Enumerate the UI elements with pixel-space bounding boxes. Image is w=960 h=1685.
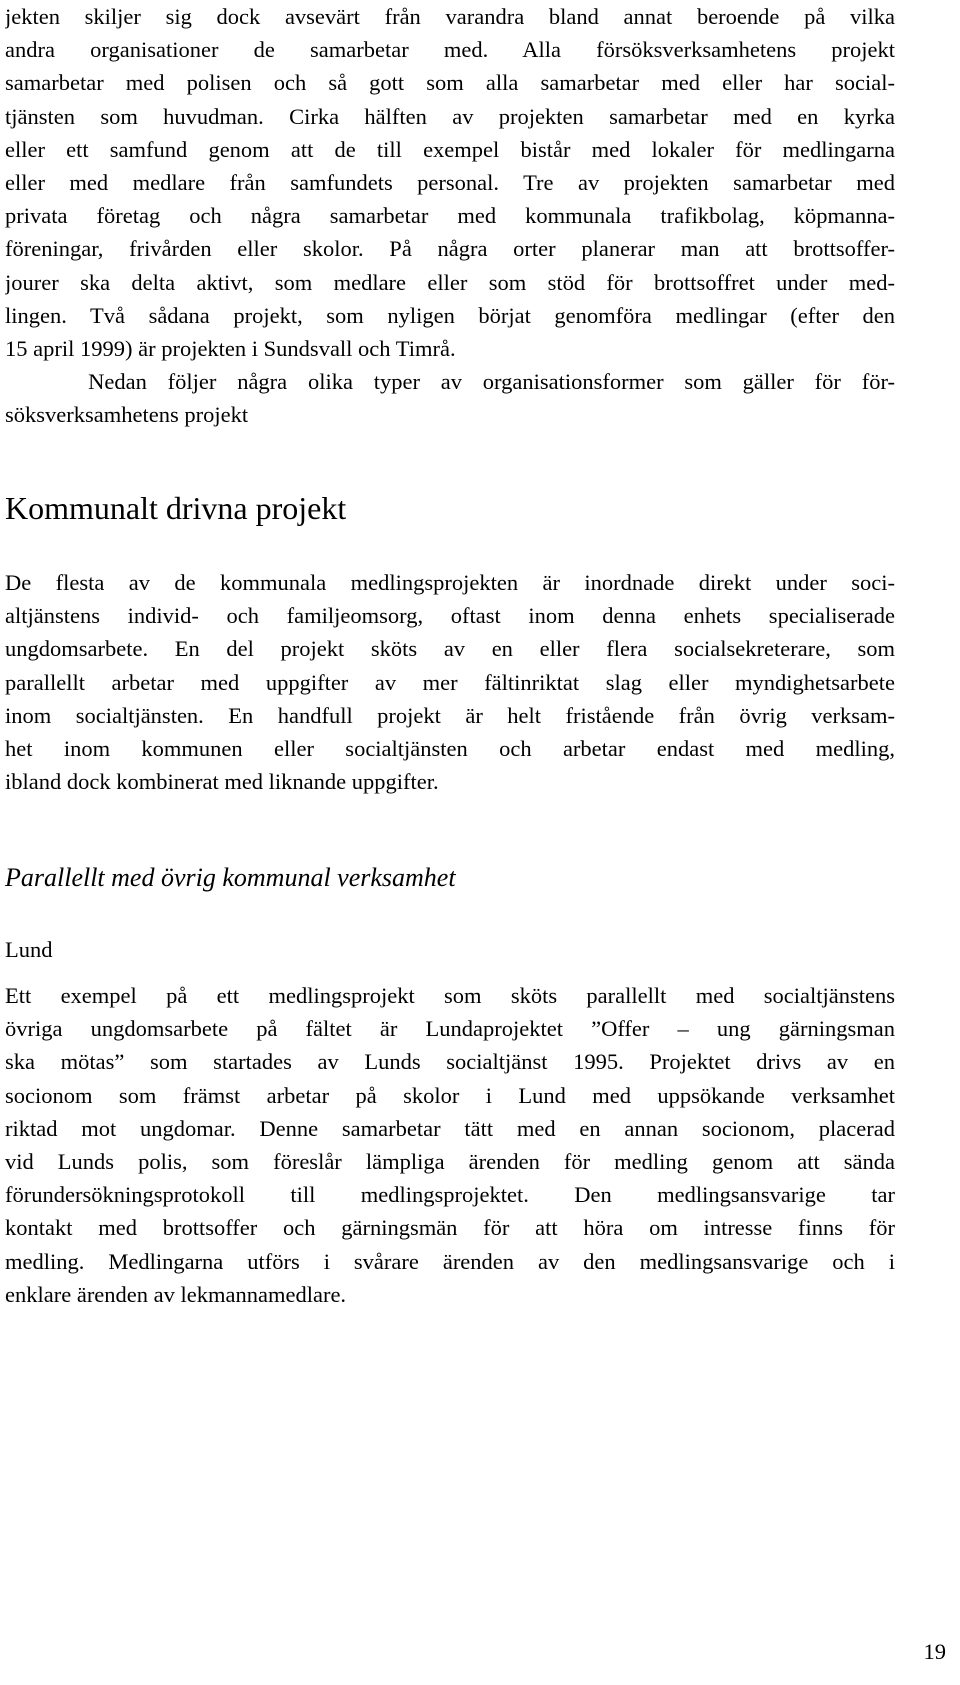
- text-line: De flesta av de kommunala medlingsprojekten är inordnade direkt under soci-: [5, 570, 895, 595]
- text-line: övriga ungdomsarbete på fältet är Lundaprojektet ”Offer – ung gärningsman: [5, 1016, 895, 1042]
- text-line: ibland dock kombinerat med liknande uppgifter.: [5, 769, 439, 795]
- text-line: tjänsten som huvudman. Cirka hälften av projekten samarbetar med en kyrka: [5, 103, 895, 129]
- kommunalt-paragraph: [5, 566, 895, 798]
- page-number: 19: [923, 1639, 946, 1664]
- text-line: inom socialtjänsten. En handfull projekt är helt fristående från övrig verksam-: [5, 702, 895, 728]
- text-line: riktad mot ungdomar. Denne samarbetar tätt med en annan socionom, placerad: [5, 1115, 895, 1141]
- text-line: eller ett samfund genom att de till exempel bistår med lokaler för medlingarna: [5, 136, 895, 162]
- text-line: förundersökningsprotokoll till medlingsprojektet. Den medlingsansvarige tar: [5, 1182, 895, 1208]
- text-line: privata företag och några samarbetar med kommunala trafikbolag, köpmanna-: [5, 203, 895, 229]
- text-line: jekten skiljer sig dock avsevärt från varandra bland annat beroende på vilka: [5, 4, 895, 29]
- text-line: altjänstens individ- och familjeomsorg, oftast inom denna enhets specialiserade: [5, 603, 895, 629]
- text-line: föreningar, frivården eller skolor. På några orter planerar man att brottsoffer-: [5, 236, 895, 262]
- text-line: andra organisationer de samarbetar med. Alla försöksverksamhetens projekt: [5, 37, 895, 63]
- place-heading-lund: Lund: [5, 937, 53, 962]
- text-line: söksverksamhetens projekt: [5, 402, 249, 428]
- text-line: samarbetar med polisen och så gott som alla samarbetar med eller har social-: [5, 70, 895, 96]
- text-line: Ett exempel på ett medlingsprojekt som sköts parallellt med socialtjänstens: [5, 983, 895, 1008]
- text-line: ska mötas” som startades av Lunds socialtjänst 1995. Projektet drivs av en: [5, 1049, 895, 1075]
- text-line: eller med medlare från samfundets personal. Tre av projekten samarbetar med: [5, 169, 895, 195]
- text-line: medling. Medlingarna utförs i svårare ärenden av den medlingsansvarige och i: [5, 1248, 895, 1274]
- text-line: socionom som främst arbetar på skolor i Lund med uppsökande verksamhet: [5, 1082, 895, 1108]
- text-line: 15 april 1999) är projekten i Sundsvall och Timrå.: [5, 335, 456, 361]
- intro-paragraphs: [5, 0, 895, 431]
- lund-paragraph: [5, 979, 895, 1311]
- text-line: lingen. Två sådana projekt, som nyligen börjat genomföra medlingar (efter den: [5, 302, 895, 328]
- text-line: vid Lunds polis, som föreslår lämpliga ärenden för medling genom att sända: [5, 1148, 895, 1174]
- text-line: enklare ärenden av lekmannamedlare.: [5, 1281, 347, 1307]
- text-line: parallellt arbetar med uppgifter av mer fältinriktat slag eller myndighetsarbete: [5, 669, 895, 695]
- text-line: jourer ska delta aktivt, som medlare eller som stöd för brottsoffret under med-: [5, 269, 895, 295]
- subsection-heading-parallellt: Parallellt med övrig kommunal verksamhet: [5, 863, 456, 892]
- section-heading-kommunalt: Kommunalt drivna projekt: [5, 490, 347, 526]
- text-line: kontakt med brottsoffer och gärningsmän för att höra om intresse finns för: [5, 1215, 895, 1241]
- text-line: ungdomsarbete. En del projekt sköts av en eller flera socialsekreterare, som: [5, 636, 895, 662]
- text-line: het inom kommunen eller socialtjänsten och arbetar endast med medling,: [5, 735, 895, 761]
- text-line: Nedan följer några olika typer av organisationsformer som gäller för för-: [5, 369, 895, 395]
